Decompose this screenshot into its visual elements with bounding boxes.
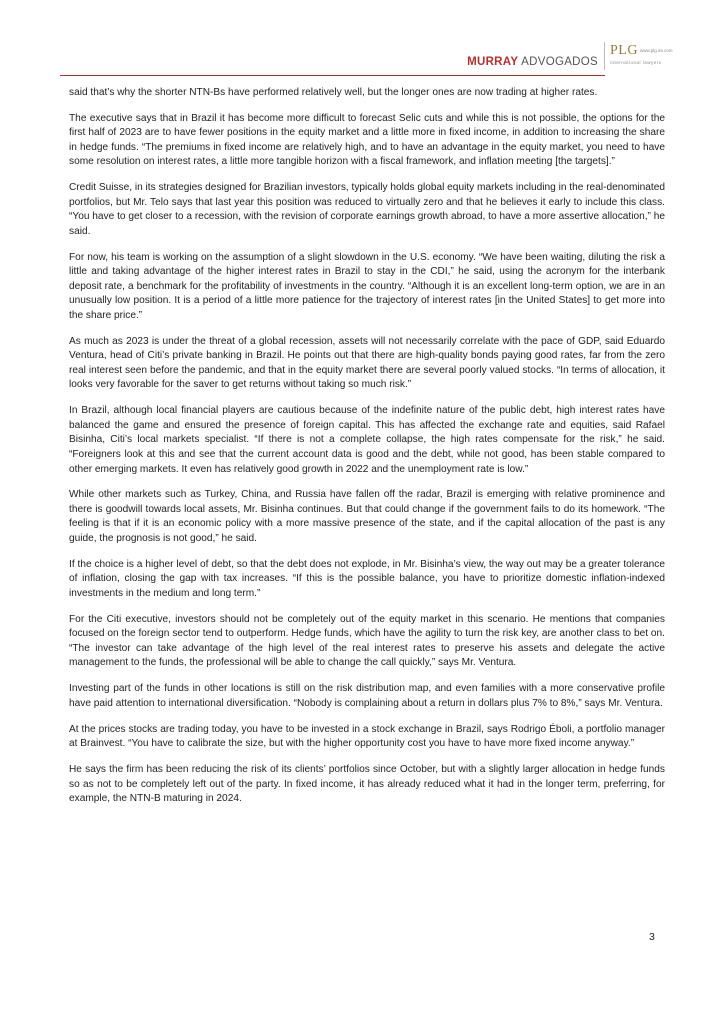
paragraph: For now, his team is working on the assumption of a slight slowdown in the U.S. economy. “We have been waiting, diluting the risk a little and taking advantage of the higher interest rates in Brazil to stay in the CDI,” he said, using the acronym for the interbank deposit rate, a benchmark for the profitability of investments in the country. “Although it is an excellent long-term option, we are in an unusually low position. It is a period of a little more patience for the trajectory of interest rates [in the United States] to get more into the share price.” [69, 251, 665, 321]
page-header [60, 40, 673, 76]
paragraph: Investing part of the funds in other locations is still on the risk distribution map, and even families with a more conservative profile have paid attention to international diversification. “Nobody is complaining about a return in dollars plus 7% to 8%,” says Mr. Ventura. [69, 683, 665, 709]
paragraph: said that’s why the shorter NTN-Bs have performed relatively well, but the longer ones are now trading at higher rates. [69, 87, 598, 98]
murray-advogados-logo [467, 56, 598, 68]
header-rule [60, 75, 605, 76]
paragraph: The executive says that in Brazil it has become more difficult to forecast Selic cuts and while this is not possible, the options for the first half of 2023 are to have fewer positions in the equity market and a little more in fixed income, in addition to increasing the share in hedge funds. “The premiums in fixed income are relatively high, and to have an advantage in the equity market, you need to have some resolution on interest rates, a little more tangible horizon with a fiscal framework, and inflation meeting [the targets].” [69, 112, 665, 168]
paragraph: At the prices stocks are trading today, you have to be invested in a stock exchange in Brazil, says Rodrigo Éboli, a portfolio manager at Brainvest. “You have to calibrate the size, but with the higher opportunity cost you have to have more fixed income anyway.” [69, 723, 665, 750]
paragraph: In Brazil, although local financial players are cautious because of the indefinite nature of the public debt, high interest rates have balanced the game and ensured the presence of foreign capital. This has affected the exchange rate and equities, said Rafael Bisinha, Citi’s local markets specialist. “If there is not a complete collapse, the high rates compensate for the risk,” he said. “Foreigners look at this and see that the current account data is good and the debt, while not good, has been stable compared to other emerging markets. It even has relatively good growth in 2022 and the unemployment rate is low.” [69, 405, 665, 475]
brand-murray: MURRAY [467, 56, 519, 68]
paragraph: For the Citi executive, investors should not be completely out of the equity market in this scenario. He mentions that companies focused on the foreign sector tend to outperform. Hedge funds, which have the agility to turn the risk key, are another class to bet on. “The investor can take advantage of the high level of the real interest rates to preserve his assets and delegate the active management to the funds, the professional will be able to change the call quickly,” says Mr. Ventura. [69, 613, 665, 669]
document-body [69, 86, 665, 818]
logo-divider [604, 42, 605, 70]
brand-advogados: ADVOGADOS [518, 56, 598, 68]
plg-logo-mark: PLG [610, 43, 638, 58]
plg-logo [610, 43, 673, 69]
paragraph: If the choice is a higher level of debt, so that the debt does not explode, in Mr. Bisinha’s view, the way out may be a greater tolerance of inflation, closing the gap with tax increases. “If this is the possible balance, you have to prioritize domestic inflation-indexed investments in the medium and long term.” [69, 558, 665, 599]
paragraph: Credit Suisse, in its strategies designed for Brazilian investors, typically holds global equity markets including in the real-denominated portfolios, but Mr. Telo says that last year this position was reduced to virtually zero and that he believes it early to include this class. “You have to get closer to a recession, with the revision of corporate earnings growth abroad, to have a more assertive allocation,” he said. [69, 182, 665, 237]
paragraph: While other markets such as Turkey, China, and Russia have fallen off the radar, Brazil is emerging with relative prominence and there is goodwill towards local assets, Mr. Bisinha continues. But that could change if the government fails to do its homework. “The feeling is that if it is an economic policy with a more massive presence of the state, and if the capital allocation of the past is any guide, the prognosis is not good,” he said. [69, 489, 665, 544]
paragraph: He says the firm has been reducing the risk of its clients’ portfolios since October, but with a slightly larger allocation in hedge funds so as not to be completely left out of the party. In fixed income, it has already reduced what it had in the longer term, preferring, for example, the NTN-B maturing in 2024. [69, 764, 665, 805]
plg-logo-tagline: international lawyers [610, 60, 662, 65]
plg-logo-url: www.plg.int.com [640, 48, 673, 53]
page-number: 3 [649, 931, 655, 943]
paragraph: As much as 2023 is under the threat of a global recession, assets will not necessarily correlate with the pace of GDP, said Eduardo Ventura, head of Citi’s private banking in Brazil. He points out that there are high-quality bonds paying good rates, far from the zero real interest seen before the pandemic, and that in the equity market there are several poorly valued stocks. “In terms of allocation, it looks very favorable for the saver to get returns without taking so much risk.” [69, 335, 665, 391]
